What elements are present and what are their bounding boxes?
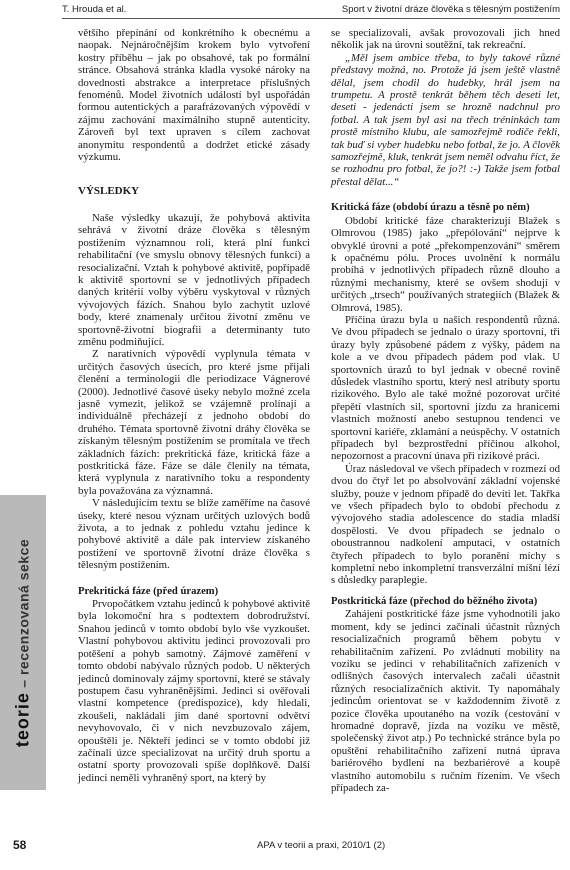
- paragraph-intro: většího přepínání od konkrétního k obecnému a naopak. Nejnáročnějším krokem bylo vytvoření kostry příběhu – jak po obsahové, tak po formální stránce. Obsahová stránka kladla vysoké nároky na dovednosti abstrakce a interpretace příslušných fenoménů. Model životních událostí byl uspořádán formou autentických a parafrázovaných výpovědí v zájmu zachování maximálního stupně autenticity. Zároveň byl text upraven s cílem zachovat anonymitu respondentů a dodržet etické zásady výzkumu.: [78, 27, 310, 164]
- paragraph-critical-1: Období kritické fáze charakterizují Blažek s Olmrovou (1985) jako „přepólování“ nejprve k obvyklé úrovni a poté „překompenzování“ směrem k opačnému pólu. Proces uvolnění k normálu probíhá v jednotlivých případech různě dlouho a různými mechanismy, které se ovšem shodují v určitých „trsech“ používaných strategiích (Blažek & Olmrová, 1985).: [331, 214, 560, 314]
- sidebar-label-bold: teorie: [12, 691, 33, 747]
- subheading-critical: Kritická fáze (období úrazu a těsně po něm): [331, 202, 530, 214]
- section-sidebar-tab: [0, 495, 46, 790]
- header-running-title: Sport v životní dráze člověka s tělesným postižením: [341, 4, 560, 15]
- sidebar-label: [13, 538, 34, 746]
- page-number: 58: [13, 838, 27, 852]
- paragraph-critical-2: Příčina úrazu byla u našich respondentů různá. Ve dvou případech se jednalo o úrazy sportovní, tři úrazy byly způsobené pádem z výšky, pádem na kole a ve dvou případech pádem pod vlak. U sportovních úrazů to byl jednak v obecné rovině důsledek vlastního sportu, který nesl atributy sportu rizikového. Bylo ale také možné pozorovat určité přepětí vlastních sil, sportovní jízdu za hranicemi vlastních možností anebo sestupnou tendenci ve sportovní kariéře, zklamání a neúspěchy. V ostatních případech byl bezprostřední příčinou alkohol, nepozornost a pracovní únava při rizikové práci.: [331, 313, 560, 463]
- left-column: [78, 27, 310, 784]
- respondent-quote: „Měl jsem ambice třeba, to byly takové různé představy možná, no. Protože já jsem ještě vlastně dělal, jsem chodil do hudebky, hrál jsem na trumpetu. A prostě tenkrát během těch deseti let, deseti - jedenácti jsem se hrozně nadchnul pro fotbal. A tak jsem byl asi na třech tréninkách tam prostě místního klubu, ale samozřejmě rodiče řekli, tak buď si vyber hudebku nebo fotbal, že jo. A člověk samozřejmě, kluk, tenkrát jsem neměl odvahu říct, že se rozhodnu pro fotbal, že jo?! :-) Takže jsem fotbal přestal dělat...“: [331, 51, 560, 188]
- paragraph-precritical: Prvopočátkem vztahu jedinců k pohybové aktivitě byla lokomoční hra s podtextem dobrodružství. Snahou jedinců v tomto období bylo vše vyzkoušet. Vlastní pohybovou aktivitu jedinci provozovali pro potěšení a pohyb samotný. Zájmové zaměření v tomto období nabývalo různých podob. U některých jedinců dominovaly zájmy sportovní, které se stávaly postupem času vyhraněnějšími. Jedinci si ověřovali vlastní kompetence (predispozice), kdy hledali, zkoušeli, nakládali jim dané sportovní odvětví nevyhovovalo, či v nich nevzbuzovalo zájem, opouštěli je. Někteří jedinci se v tomto období již začínali úzce specializovat na určitý druh sportu a ostatní sporty provozovali spíše doplňkově. Další jedinci neměli vyhraněný sport, na který by: [78, 598, 310, 784]
- section-heading-results: VÝSLEDKY: [78, 185, 140, 198]
- sidebar-label-dash: –: [15, 674, 32, 692]
- paragraph-results-3: V následujícím textu se blíže zaměříme na časové úseky, které nesou význam určitých uzlových bodů života, a to jednak z pohledu vztahu jedince k pohybové aktivitě a dále pak interview získaného postižení ve sportovně životní dráze člověka s tělesným postižením.: [78, 497, 310, 572]
- paragraph-postcritical: Zahájení postkritické fáze jsme vyhodnotili jako moment, kdy se jedinci začínali účastnit různých resocializačních programů během pobytu v rehabilitačním zařízení. Po zvládnutí mobility na vozíku se jedinci v rehabilitačních zařízeních v odlišných časových intervalech začali účastnit různých resocializačních aktivit. Ty napomáhaly jedincům orientovat se v každodenním životě z pozice člověka upoutaného na vozík (cestování v hromadné dopravě, jízda na vozíku ve městě, společenský život atp.) Po technické stránce byla po opuštění rehabilitačního zařízení nutná úprava bariérového bydlení na bezbariérové a koupě vlastního automobilu s ručním řízením. Ve všech případech za-: [331, 608, 560, 794]
- header-rule: [62, 18, 560, 19]
- paragraph-results-2: Z narativních výpovědí vyplynula témata v určitých časových úsecích, pro které jsme přijali členění a terminologii dle periodizace Vágnerové (2000). Jednotlivé časové úseky nebylo možné zcela jasně vymezit, jelikož se vzájemně prolínají a individuálně přecházejí z jednoho období do druhého. Témata sportovně životní dráhy člověka se získaným tělesným postižením se promítala ve třech základních fázích: prekritická fáze, kritická fáze a postkritická fáze. Fáze se dále členily na témata, která vyplynula z narativního toku a respondenty byla považována za významná.: [78, 348, 310, 497]
- subheading-postcritical: Postkritická fáze (přechod do běžného života): [331, 595, 538, 607]
- page-header: [0, 0, 570, 20]
- paragraph-continued: se specializovali, avšak provozovali jich hned několik jak na úrovni soutěžní, tak rekreační.: [331, 27, 560, 52]
- sidebar-label-normal: recenzovaná sekce: [15, 538, 32, 675]
- paragraph-critical-3: Úraz následoval ve všech případech v rozmezí od dvou do čtyř let po absolvování základní vojenské služby, pouze v jednom případě do devíti let. Takřka ve všech případech bylo to období přechodu z vývojového stadia adolescence do stadia mladší dospělosti. Ve dvou případech se jednalo o oboustrannou nadkolení amputaci, v ostatních čtyřech případech to bylo poranění míchy s kompletní nebo inkompletní transverzální míšní lézí s důsledky paraplegie.: [331, 462, 560, 587]
- paragraph-results-1: Naše výsledky ukazují, že pohybová aktivita sehrává v životní dráze člověka s tělesným postižením významnou roli, která plní funkci rehabilitační (ve smyslu obnovy tělesných funkcí) a resocializační. Vztah k pohybové aktivitě, popřípadě k aktivitě sportovní se v jednotlivých případech daných kritérií volby výběru vyskytoval v různých vývojových fázích. Snahou bylo zachytit uzlové body, které znamenaly určitou životní změnu ve sportovně-životní biografii a determinanty tuto změnu podmiňující.: [78, 211, 310, 348]
- right-column: [331, 27, 560, 794]
- footer-journal: APA v teorii a praxi, 2010/1 (2): [257, 840, 386, 851]
- header-authors: T. Hrouda et al.: [62, 4, 127, 15]
- subheading-precritical: Prekritická fáze (před úrazem): [78, 585, 219, 597]
